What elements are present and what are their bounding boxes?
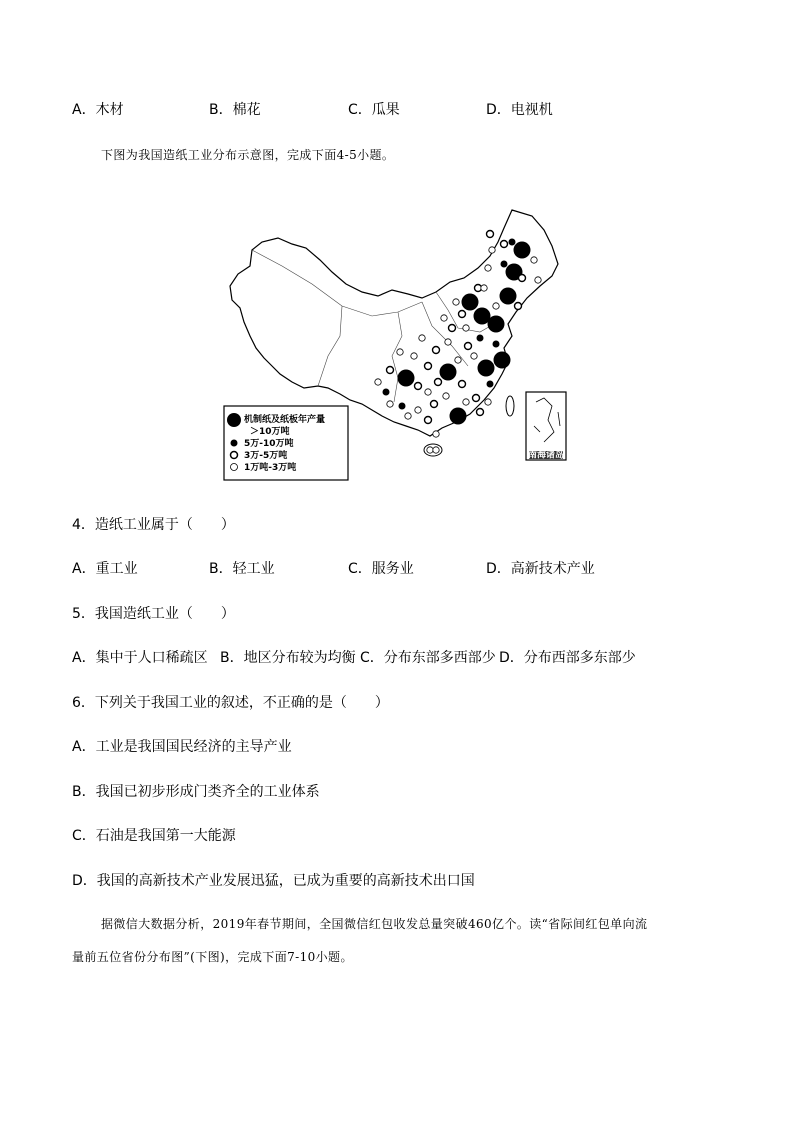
legend-symbol-smallest: [231, 464, 238, 471]
production-marker: [514, 242, 531, 259]
production-marker: [462, 294, 479, 311]
production-marker: [440, 364, 457, 381]
production-marker: [397, 349, 403, 355]
production-marker: [419, 335, 425, 341]
intro-7-10-line1: 据微信大数据分析，2019年春节期间，全国微信红包收发总量突破460亿个。读“省际间红包单向流: [101, 917, 648, 931]
production-marker: [459, 311, 466, 318]
production-marker: [425, 363, 432, 370]
production-marker: [519, 275, 526, 282]
q3-option-b[interactable]: B．棉花: [209, 102, 261, 118]
intro-4-5: 下图为我国造纸工业分布示意图，完成下面4-5小题。: [101, 148, 395, 162]
production-marker: [488, 316, 505, 333]
q6-option-c[interactable]: C．石油是我国第一大能源: [72, 828, 236, 844]
production-marker: [487, 381, 494, 388]
q3-option-d[interactable]: D．电视机: [486, 102, 553, 118]
production-marker: [387, 401, 393, 407]
production-marker: [399, 403, 406, 410]
q5-option-d[interactable]: D．分布西部多东部少: [499, 650, 636, 666]
legend-item-4: 1万吨-3万吨: [244, 463, 297, 473]
production-marker: [471, 353, 477, 359]
production-marker: [459, 381, 466, 388]
production-marker: [489, 247, 495, 253]
production-marker: [501, 261, 508, 268]
production-marker: [435, 379, 442, 386]
production-marker: [405, 413, 411, 419]
production-marker: [415, 383, 422, 390]
production-marker: [450, 408, 467, 425]
production-marker: [443, 393, 449, 399]
production-marker: [425, 389, 431, 395]
q6-stem: 6．下列关于我国工业的叙述，不正确的是（ ）: [72, 695, 389, 711]
production-marker: [398, 370, 415, 387]
q5-option-b[interactable]: B．地区分布较为均衡: [220, 650, 356, 666]
production-marker: [515, 303, 522, 310]
production-marker: [431, 401, 438, 408]
q4-option-b[interactable]: B．轻工业: [209, 561, 275, 577]
legend-symbol-large: [227, 413, 241, 427]
inset-label: 南海诸岛: [527, 450, 565, 461]
production-marker: [487, 231, 494, 238]
q4-option-c[interactable]: C．服务业: [348, 561, 414, 577]
production-marker: [433, 347, 440, 354]
production-marker: [449, 325, 456, 332]
legend-item-3: 3万-5万吨: [244, 451, 288, 461]
q5-option-a[interactable]: A．集中于人口稀疏区: [72, 650, 208, 666]
production-marker: [465, 343, 472, 350]
production-marker: [535, 277, 541, 283]
production-marker: [493, 303, 499, 309]
production-marker: [427, 447, 433, 453]
legend-symbol-small: [231, 452, 238, 459]
q6-option-a[interactable]: A．工业是我国国民经济的主导产业: [72, 739, 292, 755]
production-marker: [387, 367, 394, 374]
production-marker: [411, 353, 417, 359]
q6-option-d[interactable]: D．我国的高新技术产业发展迅猛，已成为重要的高新技术出口国: [72, 873, 475, 889]
q3-option-c[interactable]: C．瓜果: [348, 102, 400, 118]
paper-industry-map: [222, 206, 574, 482]
production-marker: [481, 285, 487, 291]
production-marker: [531, 257, 537, 263]
production-marker: [433, 447, 439, 453]
q4-stem: 4．造纸工业属于（ ）: [72, 517, 235, 533]
q4-option-a[interactable]: A．重工业: [72, 561, 138, 577]
production-marker: [463, 399, 469, 405]
legend: [224, 406, 348, 480]
production-marker: [494, 352, 511, 369]
intro-7-10-line2: 量前五位省份分布图”(下图)，完成下面7-10小题。: [72, 950, 353, 964]
q6-option-b[interactable]: B．我国已初步形成门类齐全的工业体系: [72, 784, 320, 800]
production-marker: [509, 239, 516, 246]
production-marker: [441, 315, 447, 321]
production-marker: [425, 417, 432, 424]
legend-symbol-medium: [231, 440, 238, 447]
q3-option-a[interactable]: A．木材: [72, 102, 124, 118]
production-marker: [493, 341, 500, 348]
legend-item-1: ＞10万吨: [250, 427, 290, 437]
legend-title: 机制纸及纸板年产量: [244, 415, 326, 425]
production-marker: [455, 357, 461, 363]
taiwan-island: [506, 396, 514, 416]
legend-item-2: 5万-10万吨: [244, 439, 294, 449]
production-marker: [445, 339, 451, 345]
production-marker: [383, 389, 390, 396]
production-marker: [500, 288, 517, 305]
production-marker: [477, 409, 484, 416]
production-marker: [478, 360, 495, 377]
production-marker: [463, 325, 469, 331]
production-marker: [473, 395, 480, 402]
production-marker: [453, 299, 459, 305]
south-china-sea-inset: [526, 392, 566, 461]
production-marker: [415, 407, 421, 413]
production-marker: [477, 335, 484, 342]
production-marker: [433, 431, 439, 437]
q5-option-c[interactable]: C．分布东部多西部少: [360, 650, 496, 666]
production-marker: [485, 399, 491, 405]
q5-stem: 5．我国造纸工业（ ）: [72, 606, 235, 622]
production-marker: [485, 265, 491, 271]
q4-option-d[interactable]: D．高新技术产业: [486, 561, 595, 577]
production-marker: [375, 379, 381, 385]
production-marker: [501, 241, 508, 248]
